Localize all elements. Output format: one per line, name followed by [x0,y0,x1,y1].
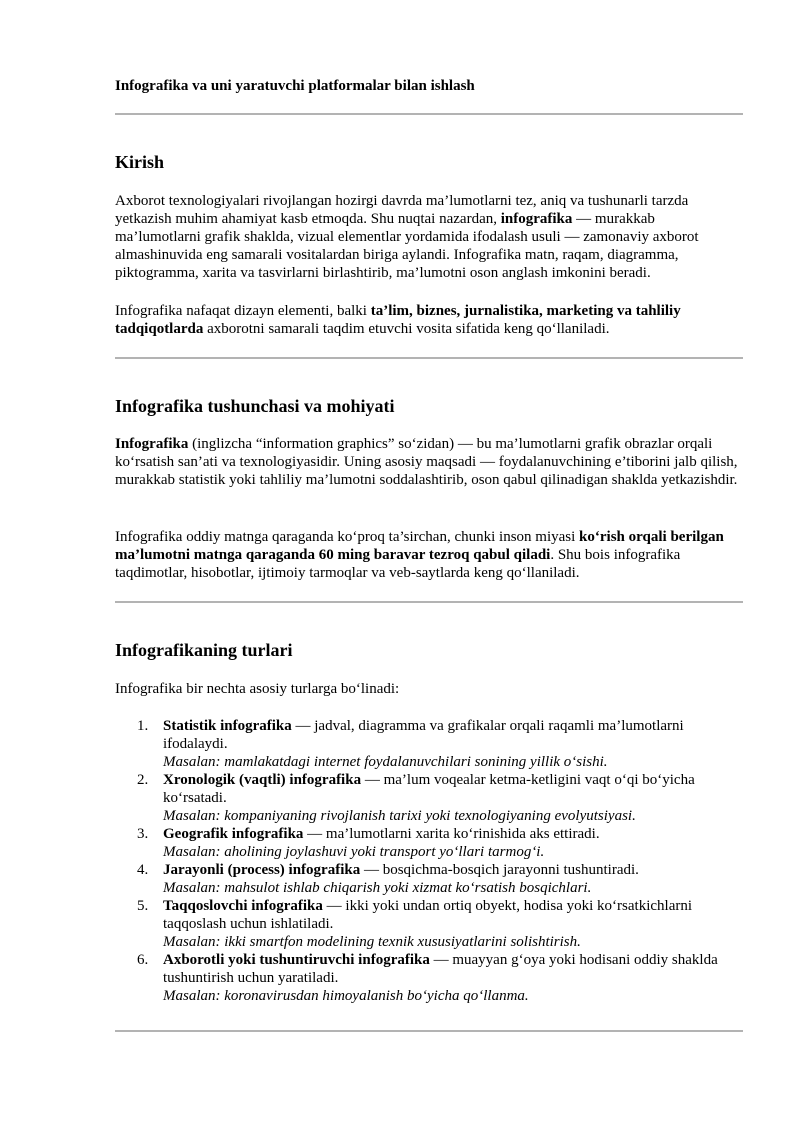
divider [115,357,743,359]
divider [115,113,743,115]
list-item: 2. Xronologik (vaqtli) infografika — ma’lum voqealar ketma-ketligini vaqt o‘qi bo‘yicha ko‘rsatadi. Masalan: kompaniyaning rivojlanish tarixi yoki texnologiyaning evolyutsiyasi. [137,772,695,824]
paragraph: Infografika nafaqat dizayn elementi, balki ta’lim, biznes, jurnalistika, marketing va tahliliy tadqiqotlarda axborotni samarali taqdim etuvchi vosita sifatida keng qo‘llaniladi. [115,303,681,337]
list-item: 5. Taqqoslovchi infografika — ikki yoki undan ortiq obyekt, hodisa yoki ko‘rsatkichlarni taqqoslash uchun ishlatiladi. Masalan: ikki smartfon modelining texnik xususiyatlarini solishtirish. [137,898,693,950]
types-list [115,717,743,1005]
list-item: 1. Statistik infografika — jadval, diagramma va grafikalar orqali raqamli ma’lumotlarni ifodalaydi. Masalan: mamlakatdagi internet foydalanuvchilari sonining yillik o‘sishi. [137,718,684,770]
paragraph: Axborot texnologiyalari rivojlangan hozirgi davrda ma’lumotlarni tez, aniq va tushunarli tarzda yetkazish muhim ahamiyat kasb etmoqda. Shu nuqtai nazardan, infografika — murakkab ma’lumotlarni grafik shaklda, vizual elementlar yordamida ifodalash usuli — zamonaviy axborot almashinuvida eng samarali vositalardan biriga aylandi. Infografika matn, raqam, diagramma, piktogramma, xarita va tasvirlarni birlashtirib, ma’lumotni oson anglash imkonini beradi. [115,193,699,281]
paragraph: Infografika bir nechta asosiy turlarga bo‘linadi: [115,681,400,697]
section-heading-kirish: Kirish [115,152,165,172]
divider [115,1030,743,1032]
list-item: 4. Jarayonli (process) infografika — bosqichma-bosqich jarayonni tushuntiradi. Masalan: mahsulot ishlab chiqarish yoki xizmat ko‘rsatish bosqichlari. [137,862,639,896]
section-heading-tushuncha: Infografika tushunchasi va mohiyati [115,396,395,416]
list-item: 3. Geografik infografika — ma’lumotlarni xarita ko‘rinishida aks ettiradi. Masalan: aholining joylashuvi yoki transport yo‘llari tarmog‘i. [137,826,600,860]
paragraph: Infografika (inglizcha “information graphics” so‘zidan) — bu ma’lumotlarni grafik obrazlar orqali ko‘rsatish san’ati va texnologiyasidir. Uning asosiy maqsadi — foydalanuvchining e’tiborini jalb qilish, murakkab statistik yoki tahliliy ma’lumotni soddalashtirib, oson qabul qilinadigan shaklda yetkazishdir. [115,436,738,488]
list-item: 6. Axborotli yoki tushuntiruvchi infografika — muayyan g‘oya yoki hodisani oddiy shaklda tushuntirish uchun yaratiladi. Masalan: koronavirusdan himoyalanish bo‘yicha qo‘llanma. [137,952,718,1004]
paragraph: Infografika oddiy matnga qaraganda ko‘proq ta’sirchan, chunki inson miyasi ko‘rish orqali berilgan ma’lumotni matnga qaraganda 60 ming baravar tezroq qabul qiladi. Shu bois infografika taqdimotlar, hisobotlar, ijtimoiy tarmoqlar va veb-saytlarda keng qo‘llaniladi. [115,529,724,581]
section-heading-turlari: Infografikaning turlari [115,640,293,660]
document-title: Infografika va uni yaratuvchi platformalar bilan ishlash [115,78,475,94]
divider [115,601,743,603]
